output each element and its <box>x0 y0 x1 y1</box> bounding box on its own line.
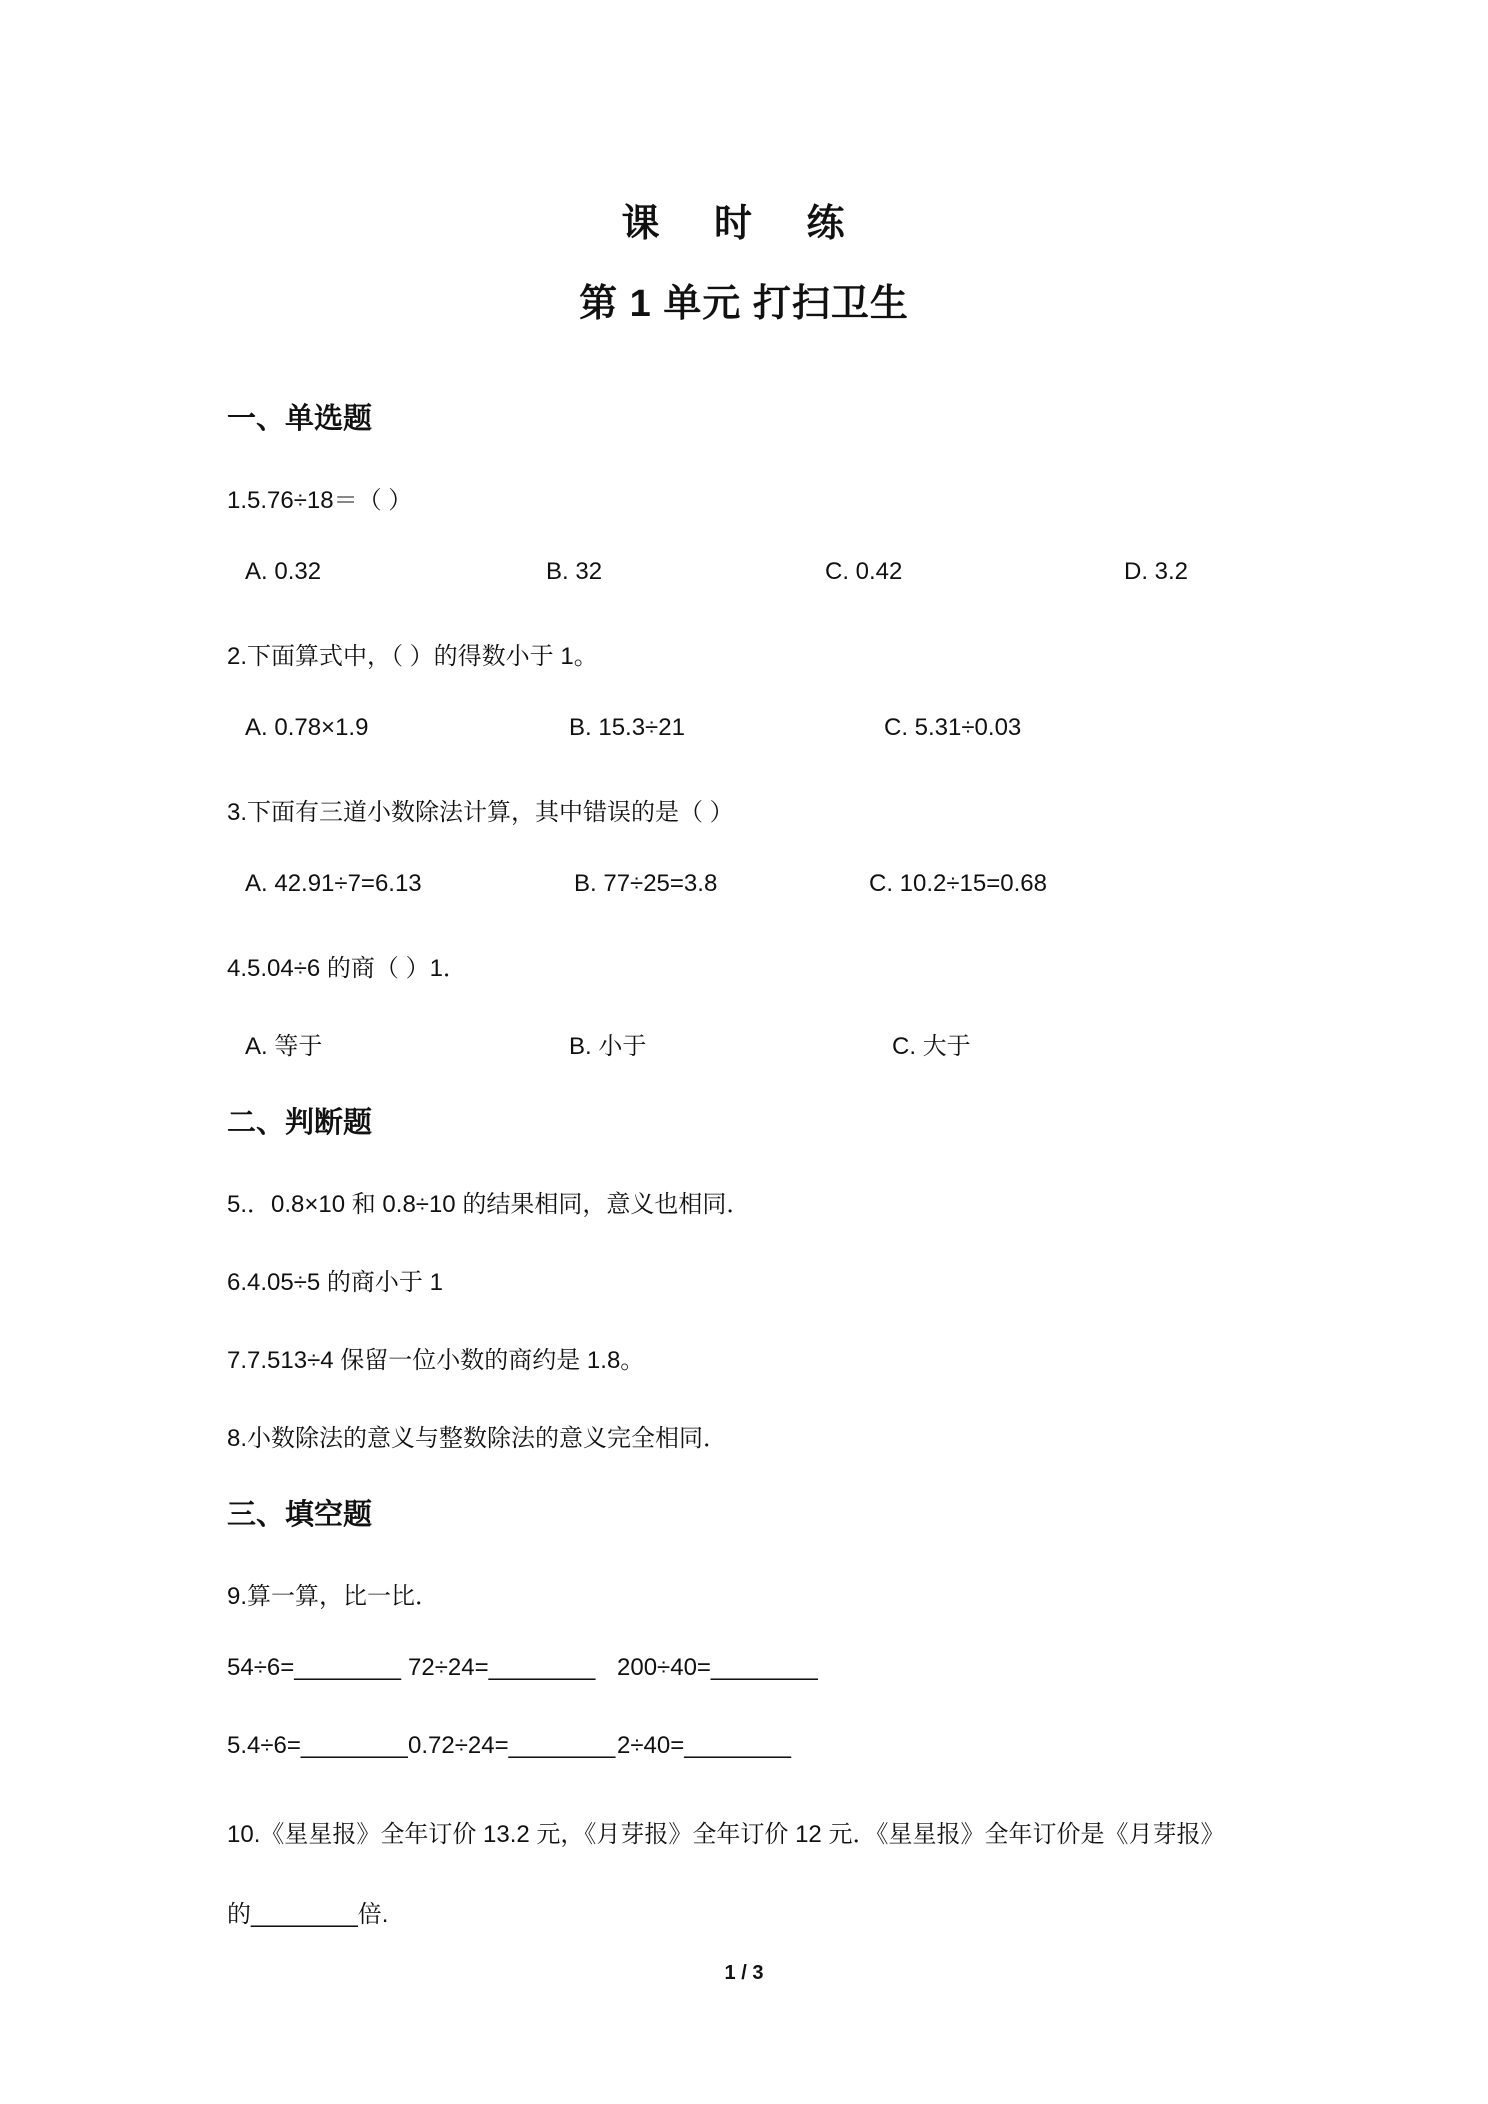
q9-blank-1: 54÷6=________ <box>227 1654 402 1681</box>
q9-blank-5: 0.72÷24=________ <box>408 1732 616 1759</box>
q2-option-a: A. 0.78×1.9 <box>245 714 369 741</box>
page-subtitle: 第 1 单元 打扫卫生 <box>579 283 909 325</box>
question-8: 8.小数除法的意义与整数除法的意义完全相同． <box>227 1425 728 1452</box>
q2-option-b: B. 15.3÷21 <box>569 714 685 741</box>
section-heading-true-false: 二、判断题 <box>227 1107 373 1139</box>
q1-option-b: B. 32 <box>546 558 603 585</box>
q2-option-c: C. 5.31÷0.03 <box>884 714 1022 741</box>
question-5: 5.．0.8×10 和 0.8÷10 的结果相同，意义也相同． <box>227 1191 751 1218</box>
question-3: 3.下面有三道小数除法计算，其中错误的是（ ） <box>227 799 734 826</box>
q9-blank-3: 200÷40=________ <box>617 1654 818 1681</box>
q3-option-c: C. 10.2÷15=0.68 <box>869 870 1047 897</box>
section-heading-single-choice: 一、单选题 <box>227 403 373 435</box>
q1-option-a: A. 0.32 <box>245 558 322 585</box>
q9-blank-2: 72÷24=________ <box>408 1654 596 1681</box>
question-1: 1.5.76÷18＝（ ） <box>227 487 413 514</box>
page-number: 1 / 3 <box>724 1962 764 1984</box>
q1-option-d: D. 3.2 <box>1124 558 1189 585</box>
q4-option-a: A. 等于 <box>245 1033 323 1060</box>
question-4: 4.5.04÷6 的商（ ）1． <box>227 955 467 982</box>
question-7: 7.7.513÷4 保留一位小数的商约是 1.8。 <box>227 1347 645 1374</box>
question-2: 2.下面算式中，（ ）的得数小于 1。 <box>227 643 598 670</box>
section-heading-fill-blank: 三、填空题 <box>227 1499 373 1531</box>
q1-option-c: C. 0.42 <box>825 558 903 585</box>
page-title: 课 时 练 <box>621 203 867 245</box>
q4-option-b: B. 小于 <box>569 1033 647 1060</box>
q4-option-c: C. 大于 <box>892 1033 971 1060</box>
q3-option-a: A. 42.91÷7=6.13 <box>245 870 422 897</box>
question-9: 9.算一算，比一比． <box>227 1583 440 1610</box>
q9-blank-4: 5.4÷6=________ <box>227 1732 408 1759</box>
q9-blank-6: 2÷40=________ <box>617 1732 792 1759</box>
question-6: 6.4.05÷5 的商小于 1 <box>227 1269 443 1296</box>
question-10-continuation: 的________倍. <box>227 1901 389 1928</box>
question-10: 10.《星星报》全年订价 13.2 元，《月芽报》全年订价 12 元．《星星报》全年订价是《月芽报》 <box>227 1821 1225 1848</box>
q3-option-b: B. 77÷25=3.8 <box>574 870 718 897</box>
